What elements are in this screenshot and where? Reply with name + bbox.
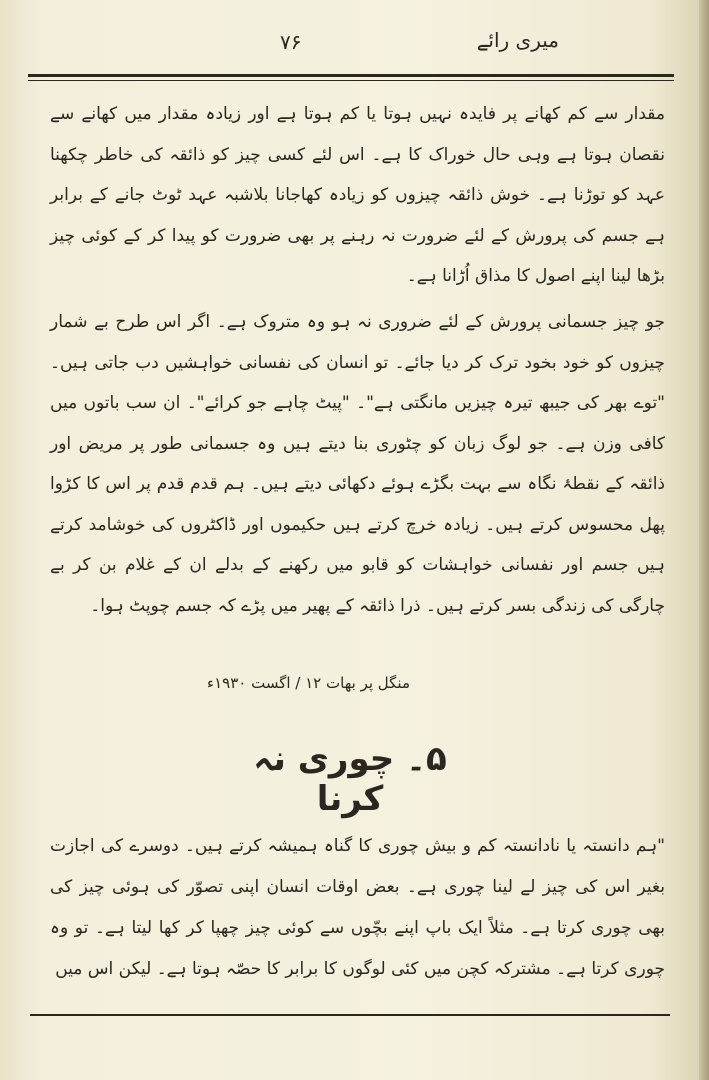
body-paragraph-3: "ہم دانستہ یا نادانستہ کم و بیش چوری کا گناہ ہمیشہ کرتے ہیں۔ دوسرے کی اجازت بغیر اس کی چیز لے لینا چوری ہے۔ بعض اوقات انسان اپنی تصوّر کی ہوئی چیز کی بھی چوری کرتا ہے۔ مثلاً ایک باپ اپنے بچّوں سے کوئی چیز چھپا کر کھا لیتا ہے۔ تو وہ چوری کرتا ہے۔ مشترکہ کچن میں کئی لوگوں کا برابر کا حصّہ ہوتا ہے۔ لیکن اس میں bbox=[50, 836, 665, 979]
body-paragraph-1: مقدار سے کم کھانے پر فایدہ نہیں ہوتا یا کم ہوتا ہے اور زیادہ مقدار میں کھانے سے نقصان ہوتا ہے وہی حال خوراک کا ہے۔ اس لئے کسی چیز کو ذائقہ کی خاطر چکھنا عہد کو توڑنا ہے۔ خوش ذائقہ چیزوں کو زیادہ کھاجانا بلاشبہ عہد ٹوٹ جانے کے برابر ہے جسم کی پرورش کے لئے ضرورت نہ رہنے پر بھی ضرورت کو پیدا کر کے کوئی چیز بڑھا لینا اپنے اصول کا مذاق اُڑانا ہے۔ bbox=[50, 104, 665, 286]
footer-rule bbox=[30, 1014, 670, 1016]
chapter-heading: ۵۔ چوری نہ کرنا bbox=[253, 739, 447, 819]
page-number: ۷۶ bbox=[280, 30, 302, 54]
page-edge-shadow bbox=[699, 0, 709, 1080]
running-header-title: میری رائے bbox=[476, 28, 559, 52]
body-paragraph-2: جو چیز جسمانی پرورش کے لئے ضروری نہ ہو وہ متروک ہے۔ اگر اس طرح بے شمار چیزوں کو خود بخود ترک کر دیا جائے۔ تو انسان کی نفسانی خواہشیں دب جاتی ہیں۔ "توے بھر کی جیبھ تیرہ چیزیں مانگتی ہے"۔ "پیٹ چاہے جو کرائے"۔ ان سب باتوں میں کافی وزن ہے۔ جو لوگ زبان کو چٹوری بنا دیتے ہیں وہ جسمانی طور پر مریض اور ذائقہ کے نقطۂ نگاہ سے بہت بگڑے ہوئے دکھائی دیتے ہیں۔ ہم قدم قدم پر اس کا کڑوا پھل محسوس کرتے ہیں۔ زیادہ خرچ کرتے ہیں حکیموں اور ڈاکٹروں کی خوشامد کرتے ہیں جسم اور نفسانی خواہشات کو قابو میں رکھنے کے بدلے ان کے غلام بن کر بے چارگی کی زندگی بسر کرتے ہیں۔ ذرا ذائقہ کے پھیر میں پڑے کہ جسم چوپٹ ہوا۔ bbox=[50, 312, 665, 616]
header-rule-thin bbox=[28, 80, 674, 81]
date-signature: منگل پر بھات ۱۲ / اگست ۱۹۳۰ء bbox=[207, 674, 410, 692]
header-rule-thick bbox=[28, 74, 674, 77]
